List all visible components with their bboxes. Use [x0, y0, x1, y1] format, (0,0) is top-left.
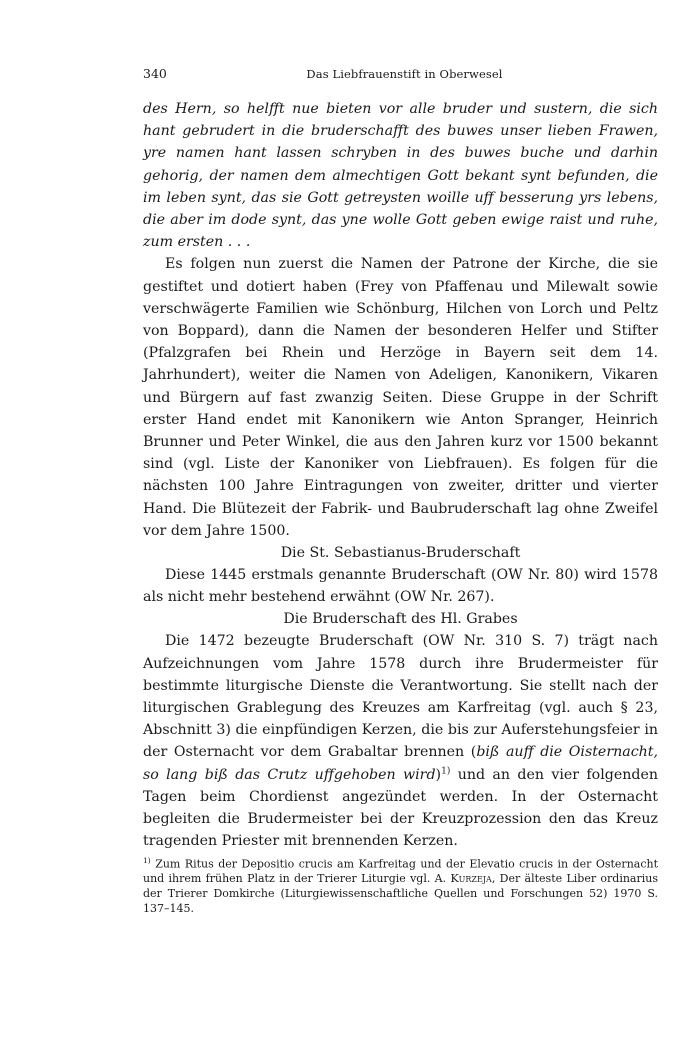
section-paragraph-sebastianus: Diese 1445 erstmals genannte Bruderschaft (OW Nr. 80) wird 1578 als nicht mehr bestehend erwähnt (OW Nr. 267).	[143, 567, 658, 606]
italic-quote: biß auff die Oisternacht, so lang biß das Crutz uffgehoben wird	[143, 744, 658, 783]
page-number: 340	[143, 66, 167, 81]
text-segment: )	[435, 766, 442, 783]
section-heading-sebastianus: Die St. Sebastianus-Bruderschaft	[280, 545, 521, 562]
footnote-reference: 1)	[441, 765, 451, 776]
text-segment: Die 1472 bezeugte Bruderschaft (OW Nr. 310 S. 7) trägt nach Aufzeichnungen vom Jahre 1578 durch ihre Brudermeister für bestimmte liturgische Dienste die Verantwortung. Sie stellt nach der liturgischen Grablegung des Kreuzes am Karfreitag (vgl. auch § 23, Abschnitt 3) die einpfündigen Kerzen, die bis zur Auferstehungsfeier in der Osternacht vor dem Grabaltar brennen (	[143, 633, 658, 761]
footnote	[143, 853, 658, 917]
footnote-marker: 1)	[143, 855, 151, 865]
quote-paragraph: des Hern, so helfft nue bieten vor alle bruder und sustern, die sich hant gebrudert in die bruderschafft des buwes unser lieben Frawen, yre namen hant lassen schryben in des buwes buche und darhin gehorig, der namen dem almechtigen Gott bekant synt befunden, die im leben synt, das sie Gott getreysten woille uff besserung yrs lebens, die aber im dode synt, das yne wolle Gott geben ewige raist und ruhe, zum ersten . . .	[143, 101, 658, 251]
footnote-text: Zum Ritus der Depositio crucis am Karfreitag und der Elevatio crucis in der Osternacht und ihrem frühen Platz in der Trierer Liturgie vgl. A.	[143, 857, 658, 886]
footnote-author: Kurzeja	[450, 872, 492, 886]
section-paragraph-grab	[143, 630, 658, 852]
running-title: Das Liebfrauenstift in Oberwesel	[306, 67, 503, 81]
footnote-text: , Der älteste Liber ordinarius der Trierer Domkirche (Liturgiewissenschaftliche Quellen und Forschungen 52) 1970 S. 137–145.	[143, 872, 659, 916]
section-heading-grab: Die Bruderschaft des Hl. Grabes	[283, 611, 518, 628]
text-segment: und an den vier folgenden Tagen beim Chordienst angezündet werden. In der Osternacht begleiten die Brudermeister bei der Kreuzprozession den das Kreuz tragenden Priester mit brennenden Kerzen.	[143, 766, 658, 850]
page-header	[143, 66, 658, 82]
body-paragraph: Es folgen nun zuerst die Namen der Patrone der Kirche, die sie gestiftet und dotiert haben (Frey von Pfaffenau und Milewalt sowie verschwägerte Familien wie Schönburg, Hilchen von Lorch und Peltz von Boppard), dann die Namen der besonderen Helfer und Stifter (Pfalzgrafen bei Rhein und Herzöge in Bayern seit dem 14. Jahrhundert), weiter die Namen von Adeligen, Kanonikern, Vikaren und Bürgern auf fast zwanzig Seiten. Diese Gruppe in der Schrift erster Hand endet mit Kanonikern wie Anton Spranger, Heinrich Brunner und Peter Winkel, die aus den Jahren kurz vor 1500 bekannt sind (vgl. Liste der Kanoniker von Liebfrauen). Es folgen für die nächsten 100 Jahre Eintragungen von zweiter, dritter und vierter Hand. Die Blütezeit der Fabrik- und Baubruderschaft lag ohne Zweifel vor dem Jahre 1500.	[143, 256, 658, 539]
page-body	[143, 98, 658, 916]
